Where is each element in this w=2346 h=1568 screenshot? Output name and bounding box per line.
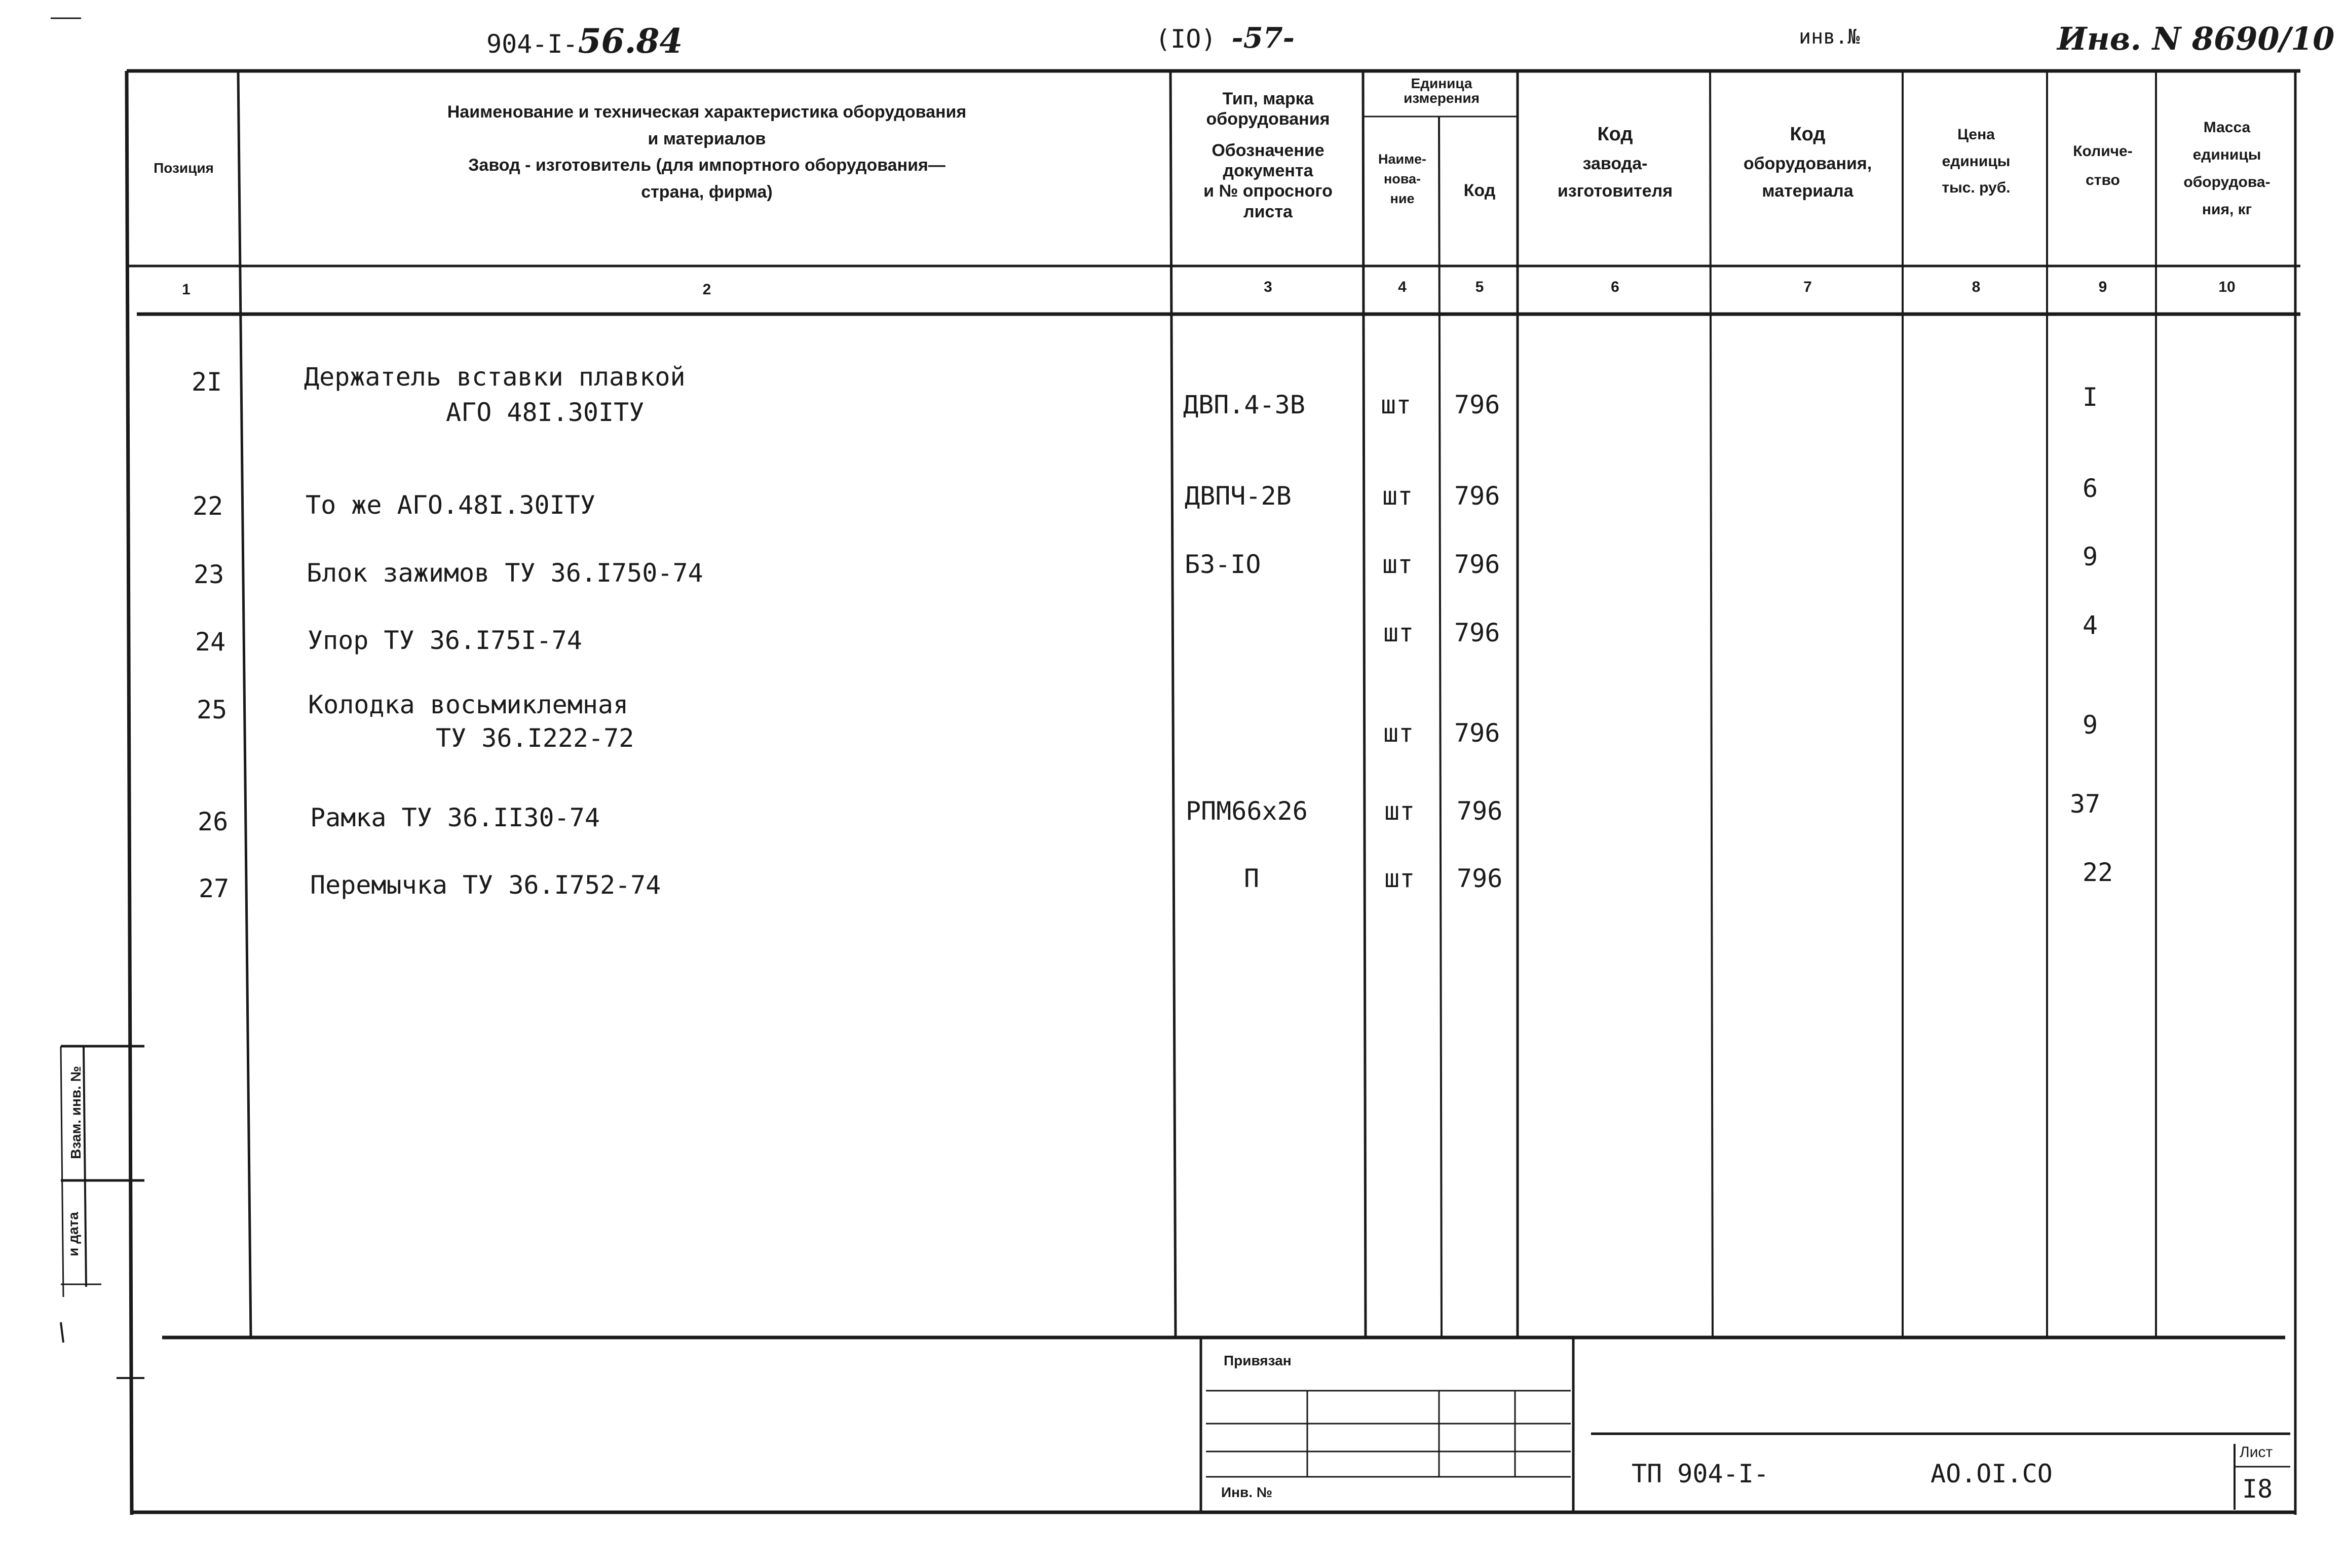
row-type: ДВП.4-3В xyxy=(1183,390,1305,419)
row-type: П xyxy=(1244,864,1260,893)
inventory-printed: инв.№ xyxy=(1799,25,1860,49)
row-quantity: 37 xyxy=(2070,789,2101,819)
title-block-sheet-label: Лист xyxy=(2240,1444,2273,1461)
side-stamp-replacement-inventory: Взам. инв. № xyxy=(68,1066,84,1159)
header-quantity-line2: ство xyxy=(2086,172,2120,188)
header-type xyxy=(1173,89,1363,222)
header-unit-name-line2: нова- xyxy=(1383,171,1421,187)
header-unit-name xyxy=(1366,149,1439,209)
header-plant-code-line2: завода- xyxy=(1582,154,1648,173)
row-unit-code: 796 xyxy=(1454,481,1500,511)
column-number-9: 9 xyxy=(2098,279,2107,295)
header-plant-code-line1: Код xyxy=(1597,124,1633,145)
row-position: 23 xyxy=(194,560,224,589)
header-equipment-code xyxy=(1713,119,1903,205)
header-quantity-line1: Количе- xyxy=(2073,143,2133,160)
row-name: Упор ТУ 36.I75I-74 xyxy=(308,626,582,655)
row-name: Держатель вставки плавкой xyxy=(304,362,686,392)
header-mass xyxy=(2159,114,2295,223)
row-name-continuation: ТУ 36.I222-72 xyxy=(436,723,634,753)
column-number-7: 7 xyxy=(1803,279,1812,295)
header-unit-line1: Единица xyxy=(1411,75,1472,91)
header-price xyxy=(1905,122,2047,202)
row-unit: шт xyxy=(1383,618,1414,647)
header-unit-code: Код xyxy=(1463,181,1496,200)
row-position: 26 xyxy=(198,807,229,836)
row-position: 27 xyxy=(199,874,230,903)
header-name-line2: и материалов xyxy=(648,129,766,148)
page-number-printed: (IO) xyxy=(1155,24,1217,54)
header-unit xyxy=(1366,76,1518,106)
row-unit: шт xyxy=(1384,864,1415,893)
row-unit-code: 796 xyxy=(1457,864,1503,893)
row-unit: шт xyxy=(1384,796,1415,826)
header-position: Позиция xyxy=(154,160,214,176)
title-block-document-code: ТП 904-I- xyxy=(1632,1459,1769,1488)
row-type: ДВПЧ-2В xyxy=(1185,481,1292,511)
header-equipment-code-line3: материала xyxy=(1762,181,1853,201)
header-type-line2: оборудования xyxy=(1206,109,1330,129)
header-name-line4: страна, фирма) xyxy=(641,182,773,202)
row-name: Перемычка ТУ 36.I752-74 xyxy=(310,870,661,900)
row-unit-code: 796 xyxy=(1454,618,1500,647)
row-quantity: 9 xyxy=(2083,542,2098,571)
row-name: Рамка ТУ 36.II30-74 xyxy=(310,803,600,832)
header-name-line3: Завод - изготовитель (для импортного оборудования— xyxy=(468,156,945,175)
column-number-6: 6 xyxy=(1611,279,1619,295)
row-unit: шт xyxy=(1383,718,1414,748)
side-stamp-date: и дата xyxy=(65,1212,81,1256)
title-block-inventory-label: Инв. № xyxy=(1221,1484,1273,1500)
row-name: То же АГО.48I.30IТУ xyxy=(306,490,595,520)
row-unit-code: 796 xyxy=(1454,718,1500,748)
row-unit-code: 796 xyxy=(1457,796,1503,826)
column-number-10: 10 xyxy=(2218,279,2236,295)
column-number-2: 2 xyxy=(702,281,711,298)
header-quantity xyxy=(2050,137,2156,195)
header-unit-name-line1: Наиме- xyxy=(1378,151,1427,167)
document-number-handwritten: 56.84 xyxy=(578,21,683,61)
header-type-line6: листа xyxy=(1243,202,1293,221)
column-number-5: 5 xyxy=(1475,279,1484,295)
header-type-line1: Тип, марка xyxy=(1222,89,1314,108)
row-unit: шт xyxy=(1382,481,1413,511)
row-quantity: 9 xyxy=(2083,710,2098,740)
row-quantity: 22 xyxy=(2083,858,2113,887)
row-quantity: 6 xyxy=(2083,474,2098,503)
row-quantity: 4 xyxy=(2083,610,2098,640)
header-type-line3: Обозначение xyxy=(1212,141,1325,161)
column-number-8: 8 xyxy=(1972,279,1981,295)
row-position: 2I xyxy=(192,367,222,397)
header-equipment-code-line1: Код xyxy=(1790,124,1826,145)
page-number-handwritten: -57- xyxy=(1231,21,1295,55)
row-name: Блок зажимов ТУ 36.I750-74 xyxy=(307,558,703,588)
column-number-1: 1 xyxy=(182,281,191,298)
row-name-continuation: АГО 48I.30IТУ xyxy=(446,398,645,427)
row-type: БЗ-IO xyxy=(1185,550,1261,579)
document-number xyxy=(486,21,683,61)
header-plant-code-line3: изготовителя xyxy=(1557,181,1673,201)
header-mass-line2: единицы xyxy=(2192,146,2261,163)
row-unit-code: 796 xyxy=(1454,390,1500,419)
row-name: Колодка восьмиклемная xyxy=(308,690,629,719)
header-unit-line2: измерения xyxy=(1404,90,1480,106)
header-mass-line1: Масса xyxy=(2203,119,2251,136)
header-type-line4: документа xyxy=(1223,161,1313,181)
row-unit: шт xyxy=(1381,390,1412,419)
title-block-linked-label: Привязан xyxy=(1224,1353,1292,1368)
header-price-line3: тыс. руб. xyxy=(1942,179,2011,196)
header-equipment-code-line2: оборудования, xyxy=(1743,154,1872,173)
title-block-sheet-number: I8 xyxy=(2242,1474,2273,1504)
header-price-line2: единицы xyxy=(1942,152,2011,170)
header-mass-line3: оборудова- xyxy=(2183,174,2271,190)
header-mass-line4: ния, кг xyxy=(2202,201,2252,218)
row-position: 22 xyxy=(193,491,223,521)
header-name-line1: Наименование и техническая характеристика оборудования xyxy=(447,102,967,122)
header-plant-code xyxy=(1520,119,1710,205)
row-quantity: I xyxy=(2083,383,2098,412)
header-name xyxy=(243,99,1170,206)
inventory-handwritten: Инв. N 8690/10 xyxy=(2057,20,2335,57)
document-number-printed: 904-I- xyxy=(486,29,578,59)
column-number-3: 3 xyxy=(1264,279,1272,295)
page-number xyxy=(1155,21,1295,55)
header-type-line5: и № опросного xyxy=(1203,181,1333,201)
row-position: 25 xyxy=(197,695,228,724)
row-unit-code: 796 xyxy=(1454,550,1500,579)
row-position: 24 xyxy=(195,627,226,657)
title-block-document-code-suffix: АО.OI.CO xyxy=(1931,1459,2053,1488)
header-price-line1: Цена xyxy=(1957,126,1995,143)
column-number-4: 4 xyxy=(1398,279,1407,295)
row-unit: шт xyxy=(1382,550,1413,579)
header-unit-name-line3: ние xyxy=(1390,191,1415,207)
row-type: РПМ66х26 xyxy=(1186,796,1308,826)
